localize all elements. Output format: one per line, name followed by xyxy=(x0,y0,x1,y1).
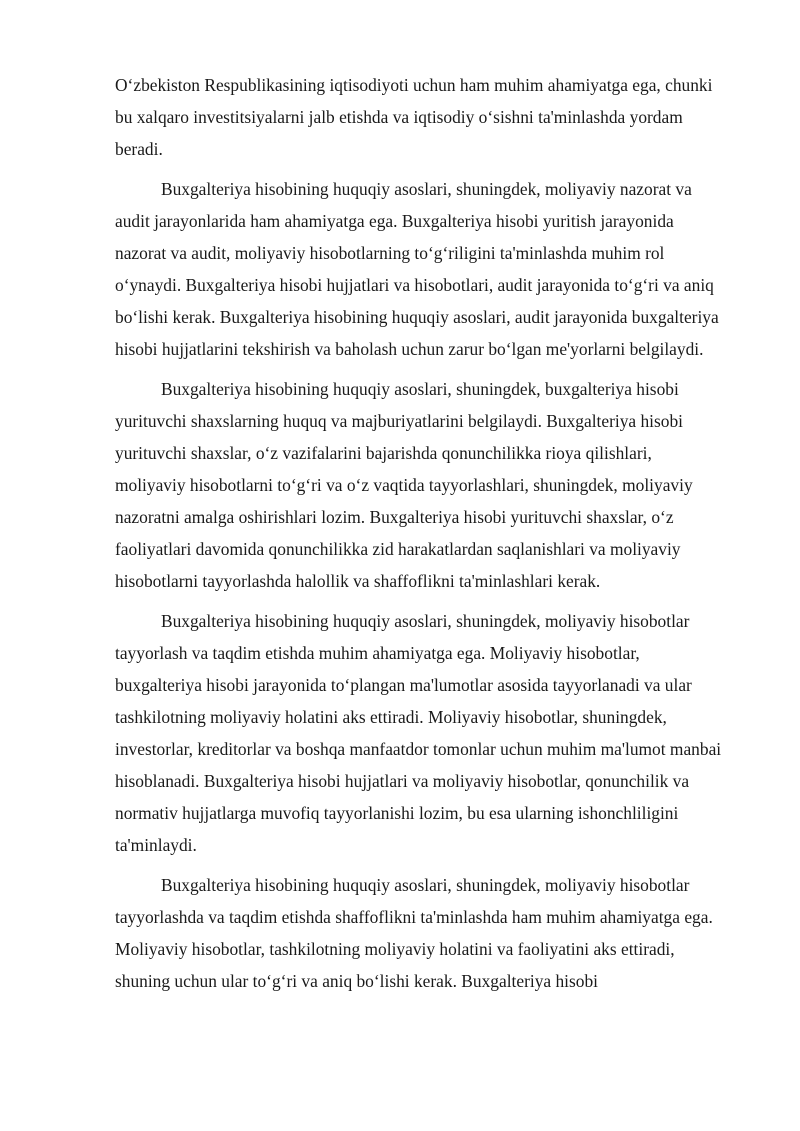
paragraph-4: Buxgalteriya hisobining huquqiy asoslari, shuningdek, moliyaviy hisobotlar tayyorlash va taqdim etishda muhim ahamiyatga ega. Moliyaviy hisobotlar, buxgalteriya hisobi jarayonida to‘plangan ma'lumotlar asosida tayyorlanadi va ular tashkilotning moliyaviy holatini aks ettiradi. Moliyaviy hisobotlar, shuningdek, investorlar, kreditorlar va boshqa manfaatdor tomonlar uchun muhim ma'lumot manbai hisoblanadi. Buxgalteriya hisobi hujjatlari va moliyaviy hisobotlar, qonunchilik va normativ hujjatlarga muvofiq tayyorlanishi lozim, bu esa ularning ishonchliligini ta'minlaydi. xyxy=(115,611,722,855)
paragraph-2: Buxgalteriya hisobining huquqiy asoslari, shuningdek, moliyaviy nazorat va audit jarayonlarida ham ahamiyatga ega. Buxgalteriya hisobi yuritish jarayonida nazorat va audit, moliyaviy hisobotlarning to‘g‘riligini ta'minlashda muhim rol o‘ynaydi. Buxgalteriya hisobi hujjatlari va hisobotlari, audit jarayonida to‘g‘ri va aniq bo‘lishi kerak. Buxgalteriya hisobining huquqiy asoslari, audit jarayonida buxgalteriya hisobi hujjatlarini tekshirish va baholash uchun zarur bo‘lgan me'yorlarni belgilaydi. xyxy=(115,179,719,359)
paragraph-1: O‘zbekiston Respublikasining iqtisodiyoti uchun ham muhim ahamiyatga ega, chunki bu xalqaro investitsiyalarni jalb etishda va iqtisodiy o‘sishni ta'minlashda yordam beradi. xyxy=(115,75,713,159)
paragraph-5: Buxgalteriya hisobining huquqiy asoslari, shuningdek, moliyaviy hisobotlar tayyorlashda va taqdim etishda shaffoflikni ta'minlashda ham muhim ahamiyatga ega. Moliyaviy hisobotlar, tashkilotning moliyaviy holatini va faoliyatini aks ettiradi, shuning uchun ular to‘g‘ri va aniq bo‘lishi kerak. Buxgalteriya hisobi xyxy=(115,875,713,991)
paragraph-3: Buxgalteriya hisobining huquqiy asoslari, shuningdek, buxgalteriya hisobi yurituvchi shaxslarning huquq va majburiyatlarini belgilaydi. Buxgalteriya hisobi yurituvchi shaxslar, o‘z vazifalarini bajarishda qonunchilikka rioya qilishlari, moliyaviy hisobotlarni to‘g‘ri va o‘z vaqtida tayyorlashlari, shuningdek, moliyaviy nazoratni amalga oshirishlari lozim. Buxgalteriya hisobi yurituvchi shaxslar, o‘z faoliyatlari davomida qonunchilikka zid harakatlardan saqlanishlari va moliyaviy hisobotlarni tayyorlashda halollik va shaffoflikni ta'minlashlari kerak. xyxy=(115,379,693,591)
